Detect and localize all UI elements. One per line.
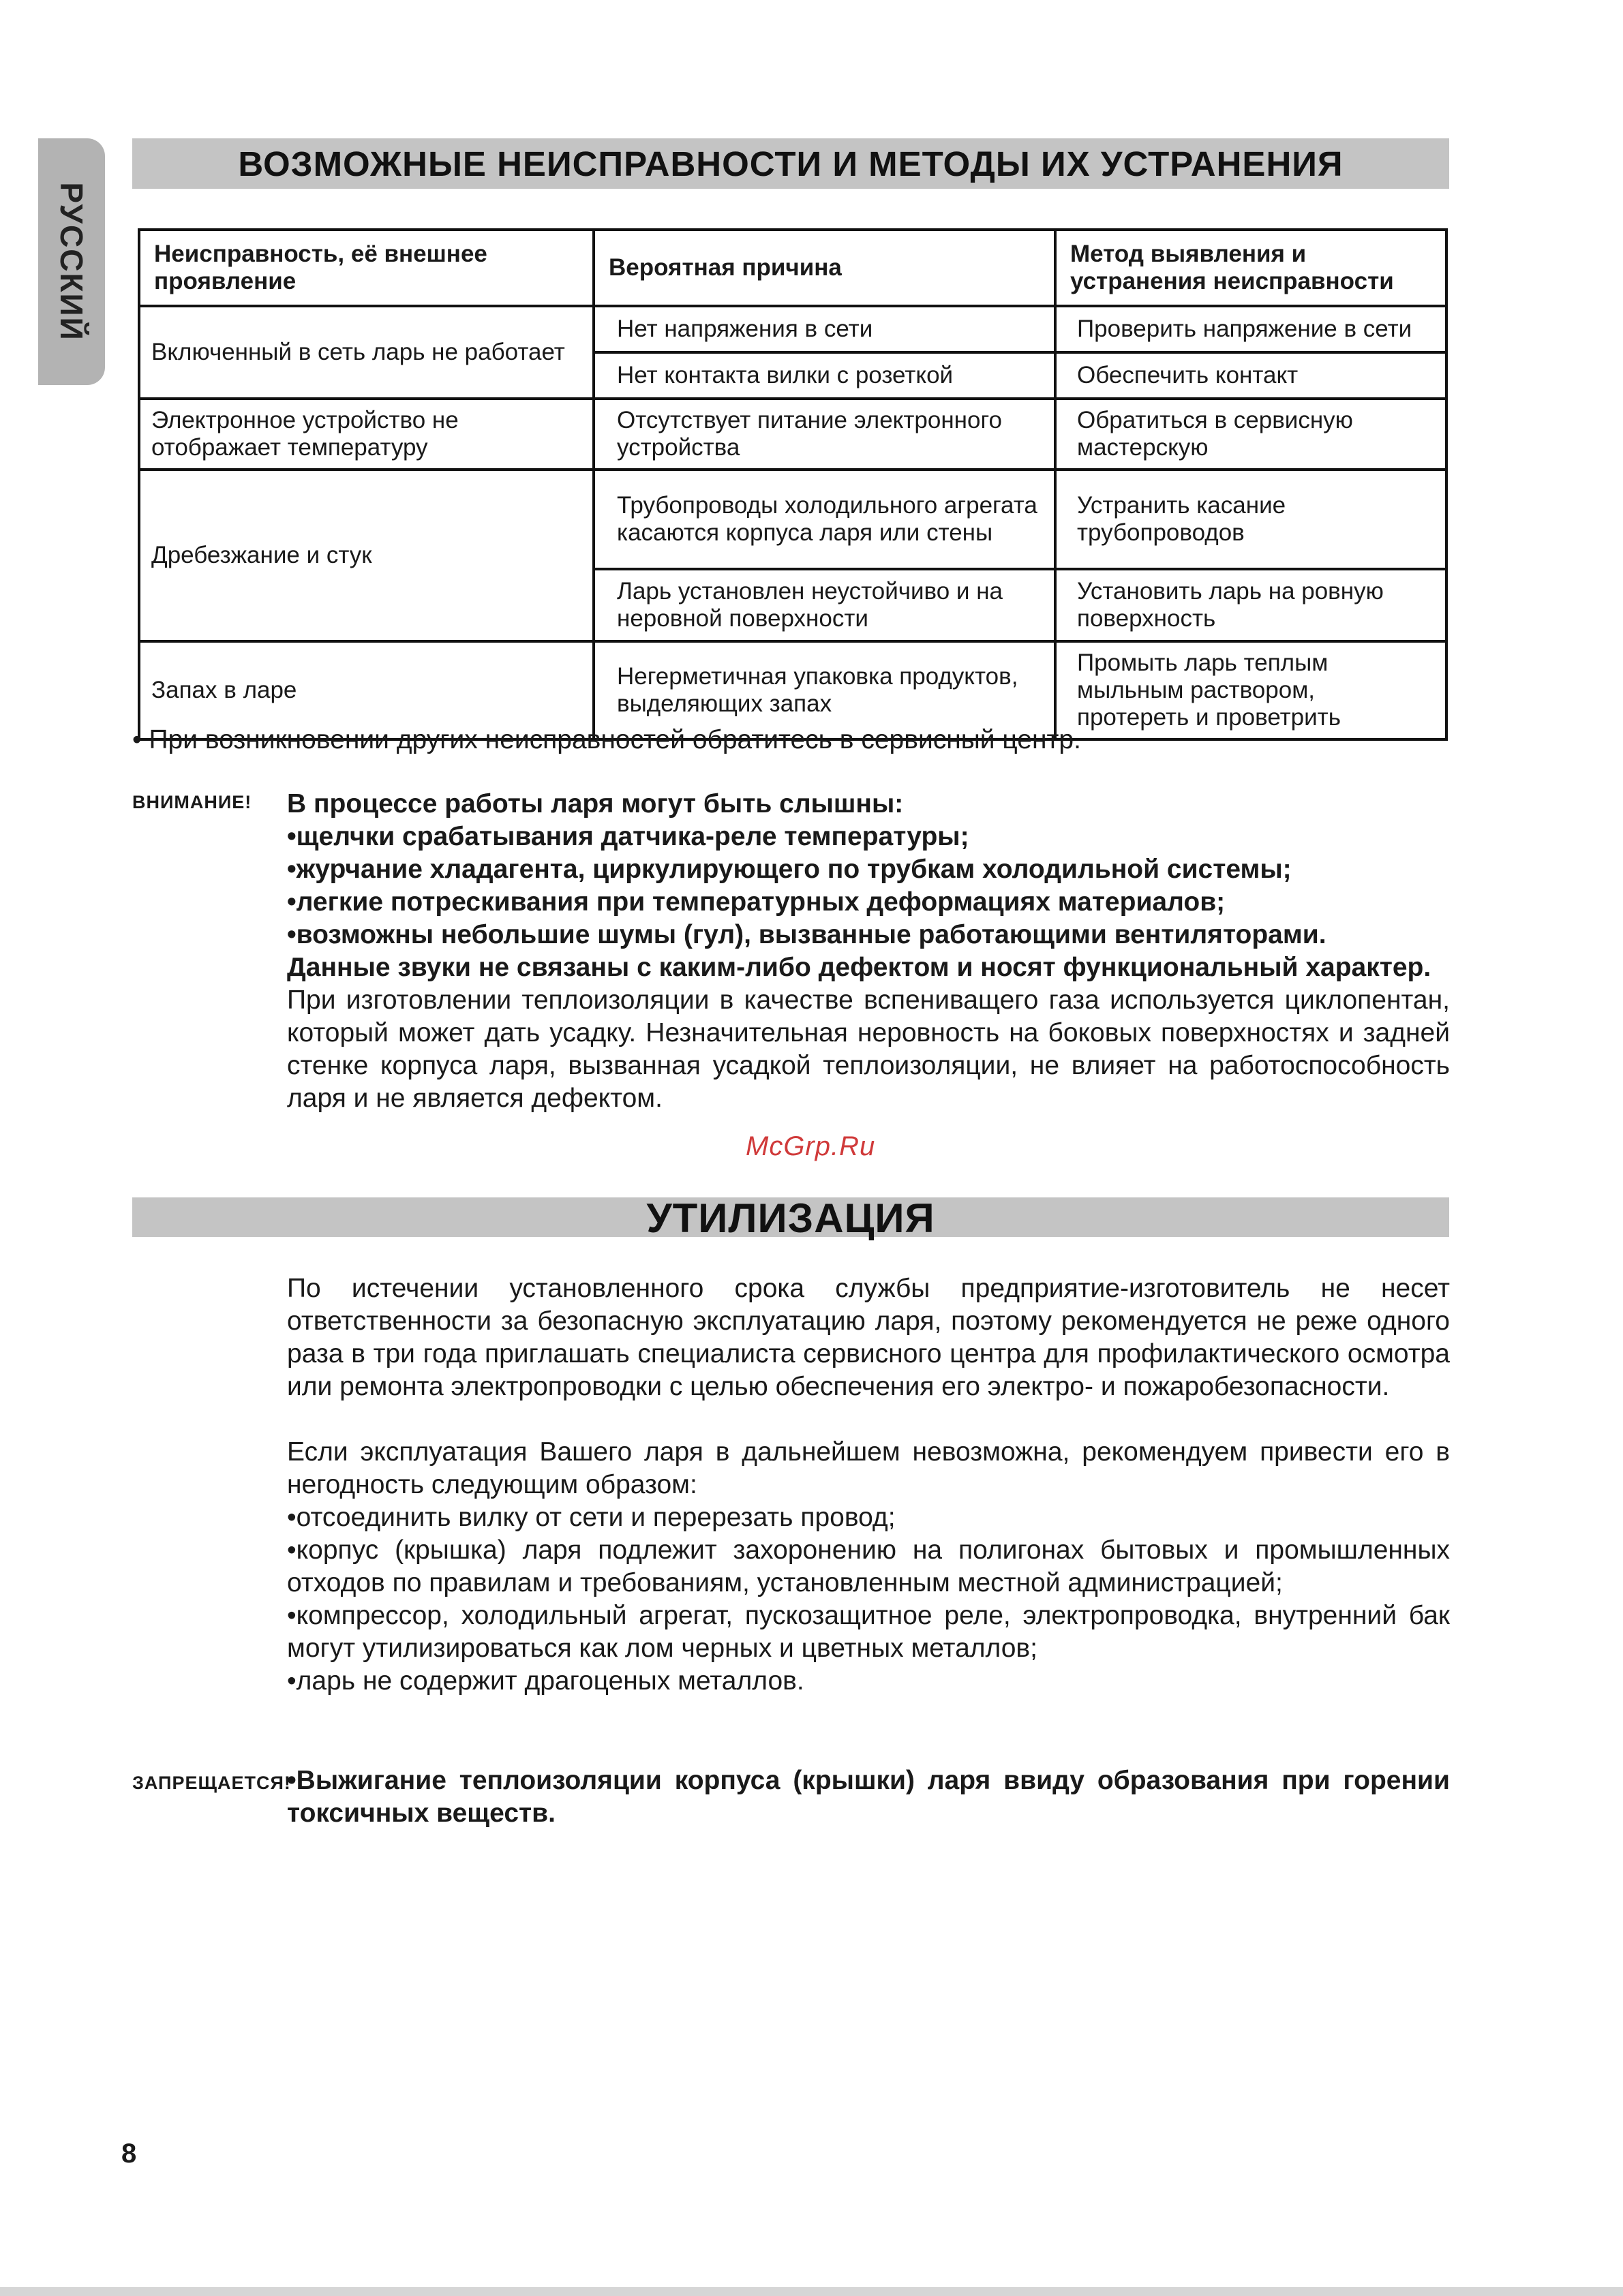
table-header-row xyxy=(139,230,1446,306)
language-tab-label: РУССКИЙ xyxy=(54,182,89,341)
prohibited-block xyxy=(287,1764,1450,1830)
attention-item: •легкие потрескивания при температурных деформациях материалов; xyxy=(287,887,1226,917)
cause-cell: Ларь установлен неустойчиво и на неровной поверхности xyxy=(594,569,1055,641)
attention-block xyxy=(287,788,1450,1115)
bottom-divider xyxy=(0,2287,1623,2296)
remedy-cell: Обеспечить контакт xyxy=(1055,352,1446,399)
disposal-item: •компрессор, холодильный агрегат, пускозащитное реле, электропроводка, внутренний бак могут утилизироваться как лом черных и цветных металлов; xyxy=(287,1601,1450,1663)
cause-cell: Отсутствует питание электронного устройства xyxy=(594,399,1055,470)
disposal-paragraph: По истечении установленного срока службы предприятие-изготовитель не несет ответственности за безопасную эксплуатацию ларя, поэтому рекомендуется не реже одного раза в три года приглашать специалиста сервисного центра для профилактического осмотра или ремонта электропроводки с целью обеспечения его электро- и пожаробезопасности. xyxy=(287,1274,1450,1401)
table-row xyxy=(139,306,1446,352)
attention-conclusion: Данные звуки не связаны с каким-либо дефектом и носят функциональный характер. xyxy=(287,953,1431,982)
remedy-cell: Установить ларь на ровную поверхность xyxy=(1055,569,1446,641)
remedy-cell: Устранить касание трубопроводов xyxy=(1055,470,1446,569)
fault-cell: Дребезжание и стук xyxy=(139,470,594,641)
troubleshooting-table xyxy=(138,228,1448,741)
attention-label: ВНИМАНИЕ! xyxy=(132,792,252,812)
attention-item: •щелчки срабатывания датчика-реле температуры; xyxy=(287,822,969,851)
disposal-item: •корпус (крышка) ларя подлежит захоронению на полигонах бытовых и промышленных отходов по правилам и требованиям, установленным местной администрацией; xyxy=(287,1535,1450,1597)
cause-cell: Нет напряжения в сети xyxy=(594,306,1055,352)
cause-cell: Трубопроводы холодильного агрегата касаются корпуса ларя или стены xyxy=(594,470,1055,569)
table-header-fault: Неисправность, её внешнее проявление xyxy=(139,230,594,306)
remedy-cell: Промыть ларь теплым мыльным раствором, протереть и проветрить xyxy=(1055,641,1446,739)
remedy-cell: Проверить напряжение в сети xyxy=(1055,306,1446,352)
cause-cell: Негерметичная упаковка продуктов, выделяющих запах xyxy=(594,641,1055,739)
fault-cell: Электронное устройство не отображает температуру xyxy=(139,399,594,470)
prohibited-label: ЗАПРЕЩАЕТСЯ! xyxy=(132,1773,291,1793)
attention-heading: В процессе работы ларя могут быть слышны: xyxy=(287,789,904,818)
attention-item: •журчание хладагента, циркулирующего по трубкам холодильной системы; xyxy=(287,855,1292,884)
disposal-item: •отсоединить вилку от сети и перерезать провод; xyxy=(287,1503,896,1532)
service-center-note: • При возникновении других неисправностей обратитесь в сервисный центр. xyxy=(132,725,1081,754)
attention-item: •возможны небольшие шумы (гул), вызванные работающими вентиляторами. xyxy=(287,920,1326,949)
table-header-remedy: Метод выявления и устранения неисправности xyxy=(1055,230,1446,306)
insulation-paragraph: При изготовлении теплоизоляции в качестве вспениващего газа используется циклопентан, который может дать усадку. Незначительная неровность на боковых поверхностях и задней стенке корпуса ларя, вызванная усадкой теплоизоляции, не влияет на работоспособность ларя и не является дефектом. xyxy=(287,985,1450,1113)
prohibited-text: •Выжигание теплоизоляции корпуса (крышки) ларя ввиду образования при горении токсичных веществ. xyxy=(287,1766,1450,1828)
cause-cell: Нет контакта вилки с розеткой xyxy=(594,352,1055,399)
fault-cell: Запах в ларе xyxy=(139,641,594,739)
table-header-cause: Вероятная причина xyxy=(594,230,1055,306)
disposal-paragraph: Если эксплуатация Вашего ларя в дальнейшем невозможна, рекомендуем привести его в негодность следующим образом: xyxy=(287,1437,1450,1499)
remedy-cell: Обратиться в сервисную мастерскую xyxy=(1055,399,1446,470)
table-row xyxy=(139,470,1446,569)
section-title-troubleshooting: ВОЗМОЖНЫЕ НЕИСПРАВНОСТИ И МЕТОДЫ ИХ УСТРАНЕНИЯ xyxy=(132,138,1449,189)
language-tab xyxy=(38,138,105,385)
spacer xyxy=(287,1403,1450,1436)
page-number: 8 xyxy=(121,2139,137,2169)
table-row xyxy=(139,399,1446,470)
disposal-block xyxy=(287,1272,1450,1698)
section-title-disposal: УТИЛИЗАЦИЯ xyxy=(132,1197,1449,1237)
watermark: McGrp.Ru xyxy=(746,1131,876,1161)
fault-cell: Включенный в сеть ларь не работает xyxy=(139,306,594,399)
disposal-item: •ларь не содержит драгоценых металлов. xyxy=(287,1666,804,1696)
